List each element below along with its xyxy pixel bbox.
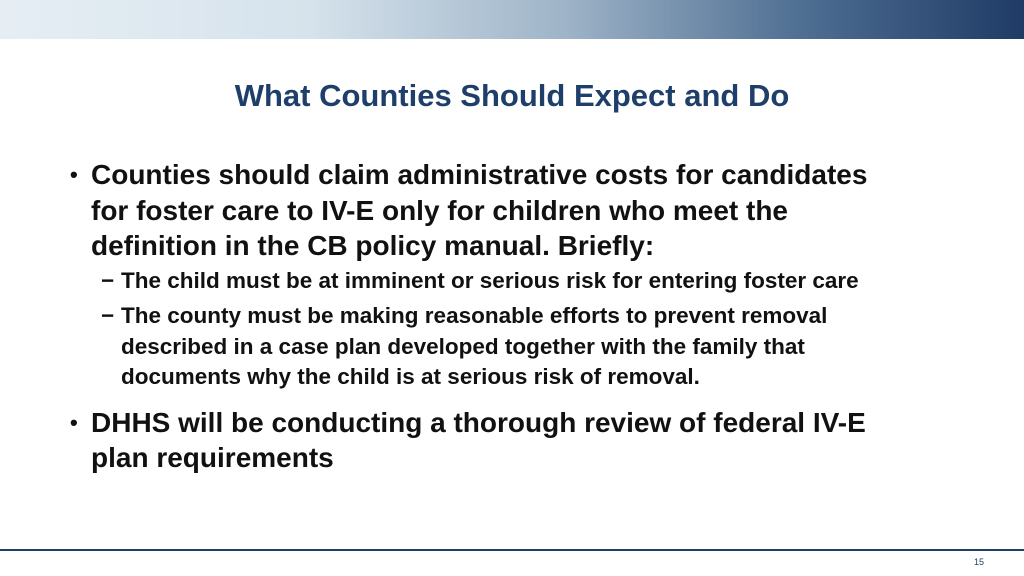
sub-bullet-dash: −	[101, 267, 115, 293]
sub-bullet-list	[70, 266, 890, 393]
slide-title: What Counties Should Expect and Do	[234, 78, 790, 113]
page-number: 15	[973, 557, 984, 567]
header-band	[0, 0, 1024, 39]
bullet-item	[70, 157, 890, 264]
bullet-dot: •	[70, 162, 78, 187]
bullet-text: Counties should claim administrative costs for candidates for foster care to IV-E only for children who meet the definition in the CB policy manual. Briefly:	[91, 159, 868, 261]
slide-content	[70, 157, 890, 476]
sub-bullet-text: The child must be at imminent or serious risk for entering foster care	[121, 267, 859, 293]
bullet-dot: •	[70, 409, 78, 435]
bullet-item	[70, 405, 890, 476]
sub-bullet-item	[70, 266, 890, 297]
sub-bullet-text: The county must be making reasonable efforts to prevent removal described in a case plan developed together with the family that documents why the child is at serious risk of removal.	[121, 303, 828, 389]
sub-bullet-dash: −	[101, 303, 115, 328]
bullet-text: DHHS will be conducting a thorough review of federal IV-E plan requirements	[91, 406, 866, 473]
footer-divider	[0, 549, 1024, 551]
sub-bullet-item	[70, 301, 890, 393]
